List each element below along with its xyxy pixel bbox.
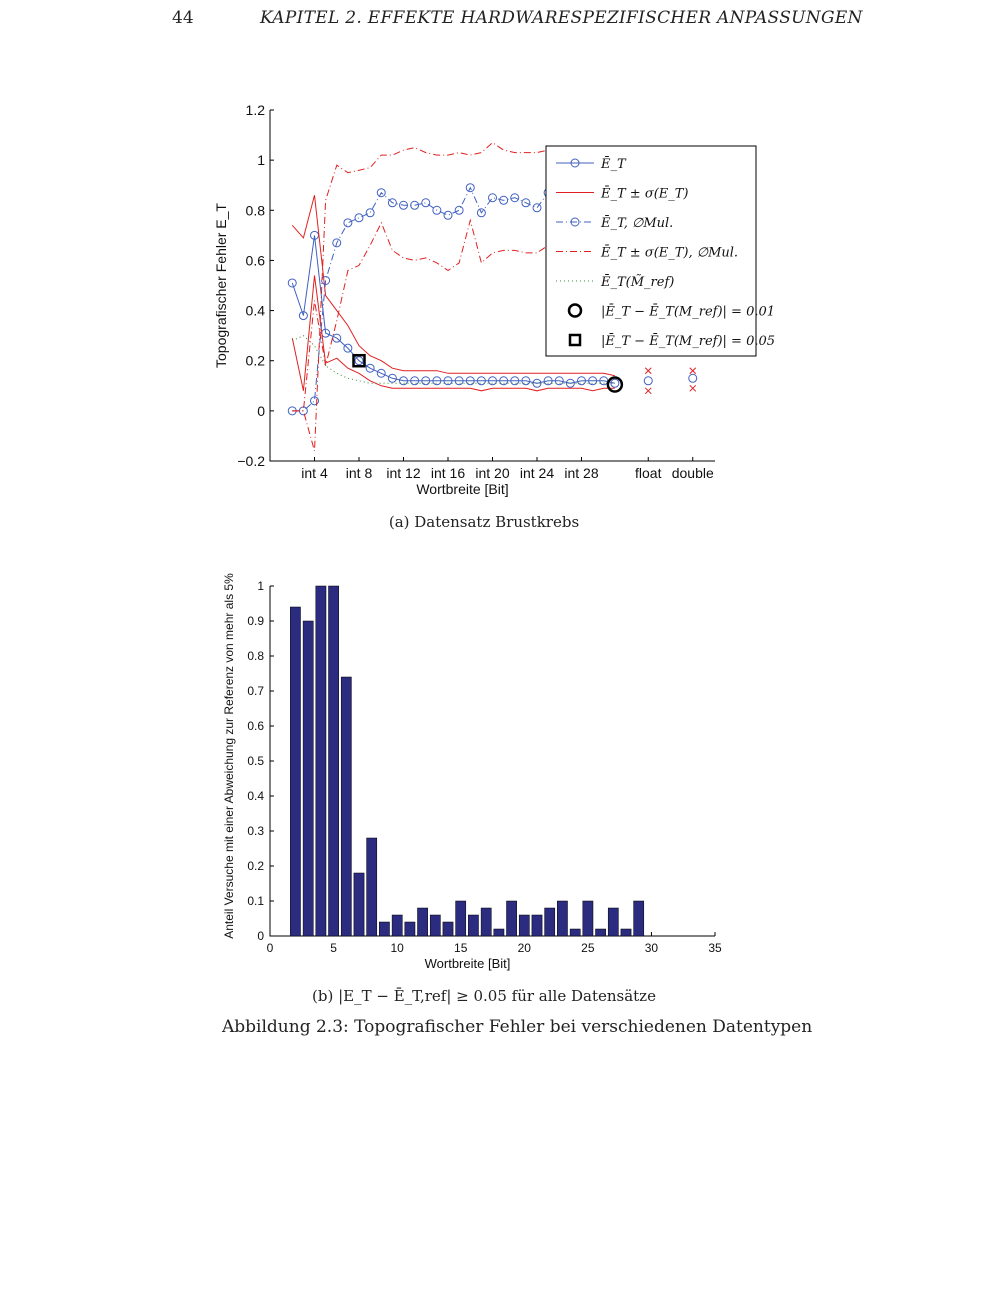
extra-mean-point bbox=[644, 377, 652, 385]
x-tick-label: float bbox=[635, 465, 662, 481]
bar bbox=[341, 677, 351, 936]
page-number: 44 bbox=[172, 8, 194, 28]
chart-b-bar-deviation bbox=[215, 560, 745, 980]
series-point bbox=[355, 214, 363, 222]
extra-cross-point bbox=[690, 385, 696, 391]
y-tick-label: 0.8 bbox=[247, 649, 264, 663]
bar bbox=[481, 908, 491, 936]
y-tick-label: 0.8 bbox=[245, 202, 265, 219]
x-axis-label: Wortbreite [Bit] bbox=[424, 956, 511, 971]
bar bbox=[545, 908, 555, 936]
bar bbox=[557, 901, 567, 936]
y-tick-label: 0.7 bbox=[247, 684, 264, 698]
x-axis-label: Wortbreite [Bit] bbox=[416, 481, 509, 497]
bar bbox=[443, 922, 453, 936]
x-tick-label: 5 bbox=[330, 941, 337, 955]
y-tick-label: 0.5 bbox=[247, 754, 264, 768]
bar bbox=[507, 901, 517, 936]
bar bbox=[354, 873, 364, 936]
y-tick-label: 0 bbox=[257, 929, 264, 943]
x-tick-label: 25 bbox=[581, 941, 595, 955]
bar bbox=[418, 908, 428, 936]
bar bbox=[405, 922, 415, 936]
x-tick-label: int 24 bbox=[519, 465, 555, 481]
bar bbox=[634, 901, 644, 936]
bar bbox=[494, 929, 504, 936]
y-tick-label: 1 bbox=[257, 579, 264, 593]
bar bbox=[468, 915, 478, 936]
legend-entry: |Ē_T − Ē_T(M_ref)| = 0.05 bbox=[601, 334, 776, 349]
series-point bbox=[455, 206, 463, 214]
legend-entry: Ē_T bbox=[601, 157, 626, 172]
bar bbox=[430, 915, 440, 936]
y-axis-label: Topografischer Fehler E_T bbox=[213, 203, 229, 368]
bar bbox=[596, 929, 606, 936]
bar bbox=[570, 929, 580, 936]
extra-cross-point bbox=[645, 368, 651, 374]
x-tick-label: 10 bbox=[390, 941, 404, 955]
x-tick-label: 30 bbox=[644, 941, 659, 955]
bar bbox=[532, 915, 542, 936]
legend-entry: Ē_T, ∅Mul. bbox=[601, 216, 674, 231]
y-axis-label: Anteil Versuche mit einer Abweichung zur Referenz von mehr als 5% bbox=[222, 573, 236, 939]
x-tick-label: 35 bbox=[708, 941, 722, 955]
x-tick-label: double bbox=[671, 465, 714, 481]
y-tick-label: 0.9 bbox=[247, 614, 264, 628]
series-point bbox=[288, 279, 296, 287]
bar bbox=[303, 621, 313, 936]
bar bbox=[316, 586, 326, 936]
x-tick-label: int 4 bbox=[301, 465, 328, 481]
bar bbox=[456, 901, 466, 936]
bar bbox=[367, 838, 377, 936]
x-tick-label: 15 bbox=[454, 941, 468, 955]
x-tick-label: int 20 bbox=[475, 465, 510, 481]
series-point bbox=[344, 219, 352, 227]
bar bbox=[329, 586, 339, 936]
y-tick-label: 0.2 bbox=[247, 859, 264, 873]
y-tick-label: 1 bbox=[257, 152, 265, 169]
subcaption-a: (a) Datensatz Brustkrebs bbox=[388, 513, 580, 531]
figure-caption: Abbildung 2.3: Topografischer Fehler bei verschiedenen Datentypen bbox=[222, 1017, 813, 1037]
extra-mean-point bbox=[689, 374, 697, 382]
x-tick-label: 0 bbox=[266, 941, 274, 955]
y-tick-label: 0.3 bbox=[247, 824, 264, 838]
series-point bbox=[366, 209, 374, 217]
y-tick-label: 0 bbox=[257, 402, 265, 419]
y-tick-label: 0.6 bbox=[247, 719, 264, 733]
bar bbox=[379, 922, 389, 936]
legend-entry: |Ē_T − Ē_T(M_ref)| = 0.01 bbox=[601, 304, 776, 320]
series-point bbox=[489, 194, 497, 202]
y-tick-label: 0.4 bbox=[247, 789, 264, 803]
bar bbox=[519, 915, 529, 936]
running-header: KAPITEL 2. EFFEKTE HARDWARESPEZIFISCHER ANPASSUNGEN bbox=[260, 8, 863, 28]
y-tick-label: 0.4 bbox=[245, 302, 265, 319]
x-tick-label: int 8 bbox=[345, 465, 373, 481]
x-tick-label: int 12 bbox=[386, 465, 421, 481]
x-tick-label: int 16 bbox=[430, 465, 466, 481]
chart-a-topographic-error bbox=[200, 90, 780, 510]
y-tick-label: 0.2 bbox=[245, 352, 265, 369]
legend-entry: Ē_T ± σ(E_T), ∅Mul. bbox=[601, 245, 739, 261]
y-tick-label: 0.6 bbox=[245, 252, 265, 269]
series-point bbox=[444, 211, 452, 219]
legend-entry: Ē_T(M̃_ref) bbox=[601, 275, 675, 290]
series-point bbox=[411, 201, 419, 209]
x-tick-label: int 28 bbox=[564, 465, 599, 481]
y-tick-label: −0.2 bbox=[237, 453, 265, 469]
series-point bbox=[422, 199, 430, 207]
extra-cross-point bbox=[645, 388, 651, 394]
bar bbox=[392, 915, 402, 936]
legend-entry: Ē_T ± σ(E_T) bbox=[601, 186, 689, 202]
x-tick-label: 20 bbox=[517, 941, 531, 955]
y-tick-label: 0.1 bbox=[247, 894, 264, 908]
bar bbox=[608, 908, 618, 936]
bar bbox=[621, 929, 631, 936]
y-tick-label: 1.2 bbox=[245, 102, 265, 118]
subcaption-b: (b) |E_T − Ē_T,ref| ≥ 0.05 für alle Datensätze bbox=[312, 987, 656, 1005]
bar bbox=[290, 607, 300, 936]
bar bbox=[583, 901, 593, 936]
series-point bbox=[299, 407, 307, 415]
series-point bbox=[533, 204, 541, 212]
extra-cross-point bbox=[690, 368, 696, 374]
